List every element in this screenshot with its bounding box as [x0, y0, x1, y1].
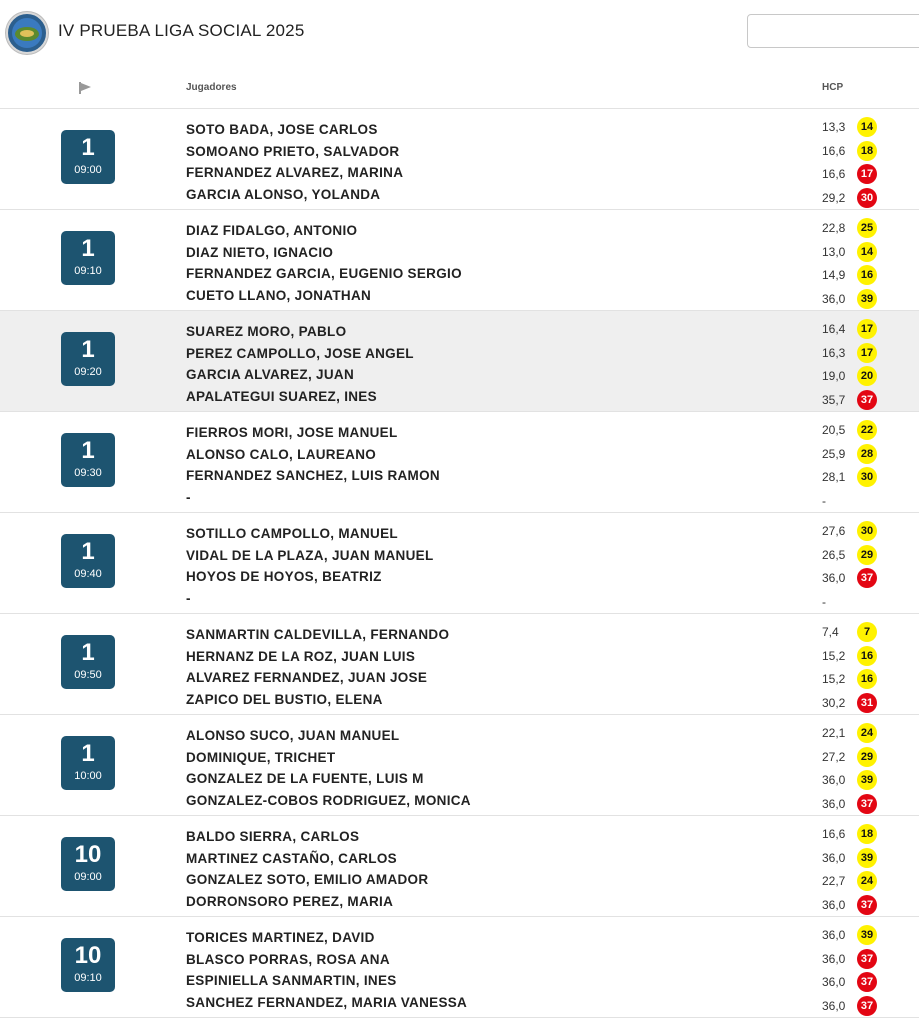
- hcp-list: [822, 620, 912, 714]
- column-header: [0, 68, 919, 109]
- player-list: [186, 523, 434, 609]
- hcp-row: [822, 115, 912, 139]
- hcp-value: 30,2: [822, 695, 846, 710]
- player-name[interactable]: HOYOS DE HOYOS, BEATRIZ: [186, 569, 382, 584]
- tee-time: 10:00: [74, 770, 102, 782]
- playing-handicap-badge: 17: [857, 343, 877, 363]
- hcp-row: [822, 162, 912, 186]
- hcp-value: 16,4: [822, 322, 846, 336]
- hcp-row: [822, 846, 912, 870]
- player-list: [186, 927, 467, 1013]
- player-name[interactable]: GONZALEZ SOTO, EMILIO AMADOR: [186, 872, 429, 887]
- hcp-value: 28,1: [822, 470, 846, 484]
- hcp-list: [822, 216, 912, 310]
- player-name[interactable]: FERNANDEZ GARCIA, EUGENIO SERGIO: [186, 266, 462, 281]
- search-input[interactable]: [747, 14, 919, 48]
- tee-number: 1: [81, 639, 95, 666]
- hcp-value: 22,7: [822, 874, 846, 888]
- flag-icon: [79, 82, 93, 94]
- playing-handicap-badge: 17: [857, 319, 877, 339]
- player-name[interactable]: DIAZ NIETO, IGNACIO: [186, 244, 334, 260]
- playing-handicap-badge: 37: [857, 568, 877, 588]
- hcp-row: [822, 923, 912, 947]
- playing-handicap-badge: 25: [857, 218, 877, 238]
- tee-number: 1: [81, 538, 95, 565]
- hcp-value: 36,0: [822, 998, 846, 1013]
- player-list: [186, 220, 462, 306]
- hcp-value: 14,9: [822, 268, 846, 282]
- hcp-row: [822, 240, 912, 264]
- playing-handicap-badge: 37: [857, 794, 877, 814]
- hcp-row: [822, 341, 912, 365]
- player-name[interactable]: ALONSO CALO, LAUREANO: [186, 446, 377, 462]
- tee-number: 1: [81, 336, 95, 363]
- hcp-value: 27,6: [822, 524, 846, 538]
- tee-badge: [61, 837, 115, 891]
- player-name[interactable]: SOTO BADA, JOSE CARLOS: [186, 122, 378, 137]
- player-name[interactable]: GARCIA ALVAREZ, JUAN: [186, 367, 354, 382]
- player-list: [186, 422, 440, 508]
- tee-badge: [61, 938, 115, 992]
- playing-handicap-badge: 20: [857, 366, 877, 386]
- tee-number: 10: [74, 841, 102, 868]
- hcp-list: [822, 317, 912, 411]
- player-name[interactable]: CUETO LLANO, JONATHAN: [186, 287, 372, 303]
- tee-number: 1: [81, 134, 95, 161]
- hcp-value: 29,2: [822, 190, 846, 205]
- hcp-value: 7,4: [822, 625, 839, 639]
- hcp-row: [822, 465, 912, 489]
- player-name[interactable]: BLASCO PORRAS, ROSA ANA: [186, 951, 390, 967]
- playing-handicap-badge: 37: [857, 895, 877, 915]
- hcp-value: 16,6: [822, 827, 846, 841]
- tee-badge: [61, 534, 115, 588]
- player-name[interactable]: SOMOANO PRIETO, SALVADOR: [186, 143, 400, 159]
- hcp-row: [822, 364, 912, 388]
- playing-handicap-badge: 14: [857, 117, 877, 137]
- player-list: [186, 321, 414, 407]
- playing-handicap-badge: 22: [857, 420, 877, 440]
- player-list: [186, 826, 428, 912]
- tee-time-group[interactable]: [0, 513, 919, 614]
- player-list: [186, 624, 449, 710]
- tee-time: 09:20: [74, 366, 102, 378]
- hcp-row: [822, 721, 912, 745]
- player-name[interactable]: ESPINIELLA SANMARTIN, INES: [186, 973, 397, 988]
- tee-badge: [61, 433, 115, 487]
- hcp-list: [822, 519, 912, 613]
- player-name[interactable]: TORICES MARTINEZ, DAVID: [186, 930, 375, 945]
- player-name[interactable]: MARTINEZ CASTAÑO, CARLOS: [186, 850, 397, 866]
- hcp-row: [822, 519, 912, 543]
- club-logo[interactable]: [6, 12, 48, 54]
- hcp-column-header: HCP: [822, 82, 844, 93]
- playing-handicap-badge: 39: [857, 925, 877, 945]
- tee-badge: [61, 332, 115, 386]
- tee-badge: [61, 635, 115, 689]
- tee-time: 09:00: [74, 164, 102, 176]
- hcp-row: [822, 489, 912, 513]
- hcp-row: [822, 263, 912, 287]
- player-name[interactable]: HERNANZ DE LA ROZ, JUAN LUIS: [186, 648, 416, 664]
- tee-badge: [61, 231, 115, 285]
- hcp-row: [822, 893, 912, 917]
- hcp-row: [822, 691, 912, 715]
- tee-time-group[interactable]: [0, 109, 919, 210]
- hcp-value: 13,3: [822, 120, 846, 134]
- hcp-value: 36,0: [822, 928, 846, 942]
- hcp-value: 13,0: [822, 244, 846, 259]
- playing-handicap-badge: 39: [857, 848, 877, 868]
- tee-time: 09:40: [74, 568, 102, 580]
- player-name[interactable]: VIDAL DE LA PLAZA, JUAN MANUEL: [186, 547, 434, 563]
- hcp-value: 16,6: [822, 143, 846, 158]
- hcp-list: [822, 418, 912, 512]
- player-name[interactable]: GONZALEZ-COBOS RODRIGUEZ, MONICA: [186, 792, 471, 808]
- hcp-list: [822, 923, 912, 1017]
- hcp-row: [822, 994, 912, 1018]
- hcp-row: [822, 792, 912, 816]
- playing-handicap-badge: 16: [857, 265, 877, 285]
- hcp-row: [822, 418, 912, 442]
- hcp-row: [822, 543, 912, 567]
- player-name[interactable]: SOTILLO CAMPOLLO, MANUEL: [186, 526, 398, 541]
- player-name[interactable]: PEREZ CAMPOLLO, JOSE ANGEL: [186, 345, 414, 361]
- hcp-row: [822, 644, 912, 668]
- player-name[interactable]: SANMARTIN CALDEVILLA, FERNANDO: [186, 627, 450, 642]
- players-column-header: Jugadores: [186, 82, 237, 93]
- hcp-list: [822, 721, 912, 815]
- playing-handicap-badge: 37: [857, 949, 877, 969]
- player-name[interactable]: FIERROS MORI, JOSE MANUEL: [186, 425, 398, 440]
- playing-handicap-badge: 24: [857, 723, 877, 743]
- playing-handicap-badge: 24: [857, 871, 877, 891]
- player-name[interactable]: APALATEGUI SUAREZ, INES: [186, 388, 377, 404]
- playing-handicap-badge: 7: [857, 622, 877, 642]
- hcp-value: 19,0: [822, 369, 846, 383]
- hcp-value: 15,2: [822, 672, 846, 686]
- playing-handicap-badge: 29: [857, 747, 877, 767]
- hcp-row: [822, 947, 912, 971]
- hcp-value: 25,9: [822, 446, 846, 461]
- hcp-row: [822, 970, 912, 994]
- hcp-row: [822, 667, 912, 691]
- hcp-value: 36,0: [822, 897, 846, 912]
- hcp-value: 36,0: [822, 571, 846, 585]
- player-name[interactable]: SANCHEZ FERNANDEZ, MARIA VANESSA: [186, 994, 468, 1010]
- hcp-value: -: [822, 594, 826, 609]
- hcp-value: 36,0: [822, 850, 846, 865]
- playing-handicap-badge: 31: [857, 693, 877, 713]
- playing-handicap-badge: 18: [857, 141, 877, 161]
- playing-handicap-badge: 30: [857, 521, 877, 541]
- player-name[interactable]: ALVAREZ FERNANDEZ, JUAN JOSE: [186, 670, 428, 685]
- playing-handicap-badge: 16: [857, 646, 877, 666]
- hcp-row: [822, 620, 912, 644]
- player-name[interactable]: ZAPICO DEL BUSTIO, ELENA: [186, 691, 383, 707]
- hcp-list: [822, 822, 912, 916]
- hcp-row: [822, 317, 912, 341]
- header: [0, 0, 919, 68]
- hcp-row: [822, 745, 912, 769]
- hcp-value: 22,8: [822, 221, 846, 235]
- page-title: IV PRUEBA LIGA SOCIAL 2025: [58, 21, 305, 40]
- tee-time-group[interactable]: [0, 614, 919, 715]
- hcp-row: [822, 566, 912, 590]
- player-name[interactable]: DIAZ FIDALGO, ANTONIO: [186, 223, 358, 238]
- hcp-row: [822, 869, 912, 893]
- hcp-value: 15,2: [822, 648, 846, 663]
- tee-number: 10: [74, 942, 102, 969]
- player-name[interactable]: ALONSO SUCO, JUAN MANUEL: [186, 728, 400, 743]
- tee-badge: [61, 130, 115, 184]
- playing-handicap-badge: 30: [857, 467, 877, 487]
- playing-handicap-badge: 37: [857, 996, 877, 1016]
- tee-number: 1: [81, 437, 95, 464]
- hcp-value: 27,2: [822, 749, 846, 764]
- tee-number: 1: [81, 740, 95, 767]
- hcp-value: 16,6: [822, 167, 846, 181]
- hcp-value: 16,3: [822, 345, 846, 360]
- player-list: [186, 725, 471, 811]
- hcp-row: [822, 287, 912, 311]
- hcp-row: [822, 442, 912, 466]
- hcp-value: -: [822, 493, 826, 508]
- hcp-value: 36,0: [822, 773, 846, 787]
- tee-time-group[interactable]: [0, 917, 919, 1018]
- playing-handicap-badge: 30: [857, 188, 877, 208]
- tee-badge: [61, 736, 115, 790]
- playing-handicap-badge: 28: [857, 444, 877, 464]
- tee-time: 09:10: [74, 972, 102, 984]
- tee-time: 09:50: [74, 669, 102, 681]
- tee-number: 1: [81, 235, 95, 262]
- hcp-row: [822, 822, 912, 846]
- hcp-row: [822, 186, 912, 210]
- tee-time-group[interactable]: [0, 816, 919, 917]
- playing-handicap-badge: 29: [857, 545, 877, 565]
- player-name[interactable]: GARCIA ALONSO, YOLANDA: [186, 186, 381, 202]
- playing-handicap-badge: 37: [857, 972, 877, 992]
- hcp-list: [822, 115, 912, 209]
- player-name[interactable]: GONZALEZ DE LA FUENTE, LUIS M: [186, 771, 424, 786]
- hcp-value: 22,1: [822, 726, 846, 740]
- playing-handicap-badge: 14: [857, 242, 877, 262]
- playing-handicap-badge: 37: [857, 390, 877, 410]
- tee-time: 09:10: [74, 265, 102, 277]
- player-list: [186, 119, 403, 205]
- player-name[interactable]: DORRONSORO PEREZ, MARIA: [186, 893, 394, 909]
- playing-handicap-badge: 39: [857, 770, 877, 790]
- hcp-value: 36,0: [822, 951, 846, 966]
- tee-time: 09:00: [74, 871, 102, 883]
- player-name[interactable]: FERNANDEZ ALVAREZ, MARINA: [186, 165, 404, 180]
- player-name[interactable]: -: [186, 590, 191, 606]
- playing-handicap-badge: 17: [857, 164, 877, 184]
- hcp-value: 20,5: [822, 423, 846, 437]
- hcp-row: [822, 590, 912, 614]
- player-name[interactable]: -: [186, 489, 191, 505]
- hcp-value: 36,0: [822, 291, 846, 306]
- hcp-row: [822, 388, 912, 412]
- tee-time-group[interactable]: [0, 715, 919, 816]
- playing-handicap-badge: 16: [857, 669, 877, 689]
- player-name[interactable]: BALDO SIERRA, CARLOS: [186, 829, 360, 844]
- hcp-value: 36,0: [822, 796, 846, 811]
- hcp-row: [822, 216, 912, 240]
- tee-time: 09:30: [74, 467, 102, 479]
- tee-time-group[interactable]: [0, 412, 919, 513]
- player-name[interactable]: FERNANDEZ SANCHEZ, LUIS RAMON: [186, 468, 440, 483]
- hcp-value: 26,5: [822, 547, 846, 562]
- playing-handicap-badge: 18: [857, 824, 877, 844]
- playing-handicap-badge: 39: [857, 289, 877, 309]
- hcp-row: [822, 768, 912, 792]
- hcp-row: [822, 139, 912, 163]
- player-name[interactable]: DOMINIQUE, TRICHET: [186, 749, 336, 765]
- tee-time-group[interactable]: [0, 311, 919, 412]
- tee-time-group[interactable]: [0, 210, 919, 311]
- player-name[interactable]: SUAREZ MORO, PABLO: [186, 324, 347, 339]
- hcp-value: 36,0: [822, 975, 846, 989]
- hcp-value: 35,7: [822, 392, 846, 407]
